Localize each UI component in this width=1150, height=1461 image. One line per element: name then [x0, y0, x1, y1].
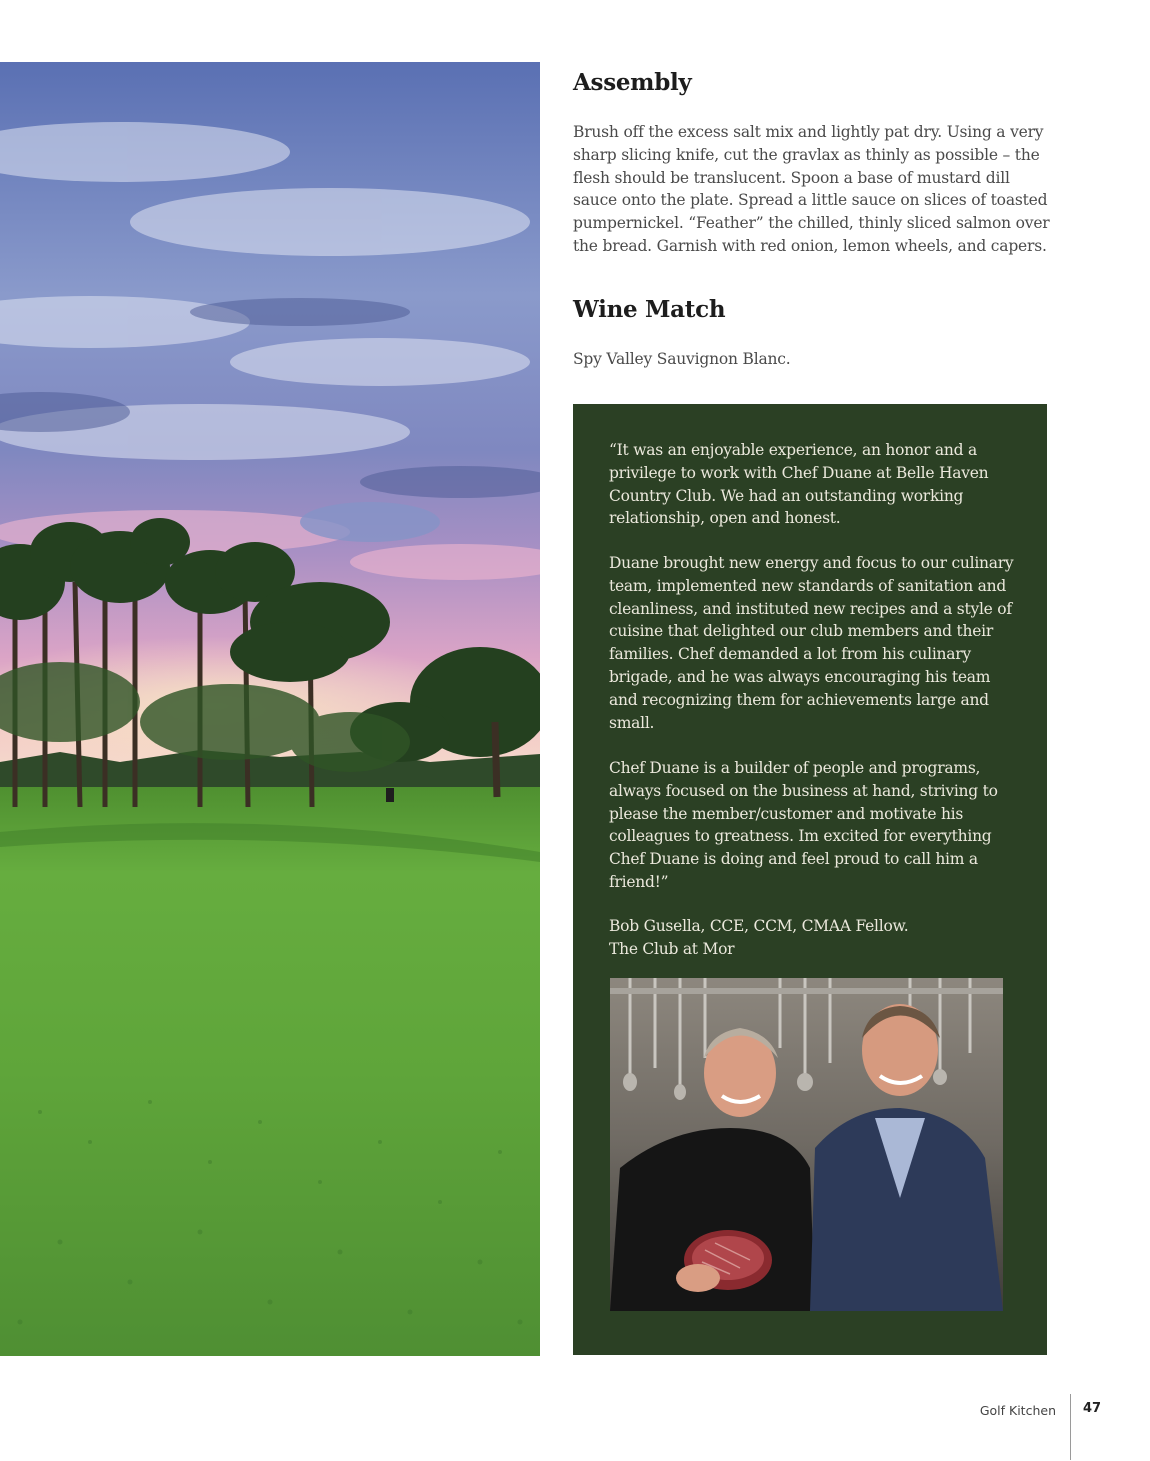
- assembly-heading: Assembly: [573, 69, 692, 96]
- wine-match-body-text: Spy Valley Sauvignon Blanc.: [573, 350, 791, 368]
- chef-photo: [610, 978, 1003, 1311]
- testimonial-attribution: [609, 915, 1019, 961]
- footer-section-label: Golf Kitchen: [979, 1403, 1056, 1418]
- footer-divider: [1070, 1394, 1071, 1460]
- attribution-name: Bob Gusella, CCE, CCM, CMAA Fellow.: [609, 917, 909, 935]
- page-number: 47: [1083, 1401, 1102, 1416]
- wine-match-heading: Wine Match: [573, 296, 726, 323]
- attribution-club: The Club at Mor: [609, 939, 735, 958]
- assembly-body-text: Brush off the excess salt mix and lightly pat dry. Using a very sharp slicing knife, cut the gravlax as thinly as possible – the flesh should be translucent. Spoon a base of mustard dill sauce onto the plate. Spread a little sauce on slices of toasted pumpernickel. “Feather” the chilled, thinly sliced salmon over the bread. Garnish with red onion, lemon wheels, and capers.: [573, 123, 1050, 255]
- golf-course-photo: [0, 62, 540, 1356]
- testimonial-box: [573, 404, 1047, 1355]
- testimonial-paragraph: Chef Duane is a builder of people and programs, always focused on the business at hand, striving to please the member/customer and motivate his colleagues to greatness. Im excited for everything Chef Duane is doing and feel proud to call him a friend!”: [609, 759, 998, 891]
- testimonial-paragraph: Duane brought new energy and focus to our culinary team, implemented new standards of sanitation and cleanliness, and instituted new recipes and a style of cuisine that delighted our club members and their families. Chef demanded a lot from his culinary brigade, and he was always encouraging his team and recognizing them for achievements large and small.: [609, 554, 1014, 732]
- testimonial-paragraph: “It was an enjoyable experience, an honor and a privilege to work with Chef Duane at Belle Haven Country Club. We had an outstanding working relationship, open and honest.: [609, 441, 989, 528]
